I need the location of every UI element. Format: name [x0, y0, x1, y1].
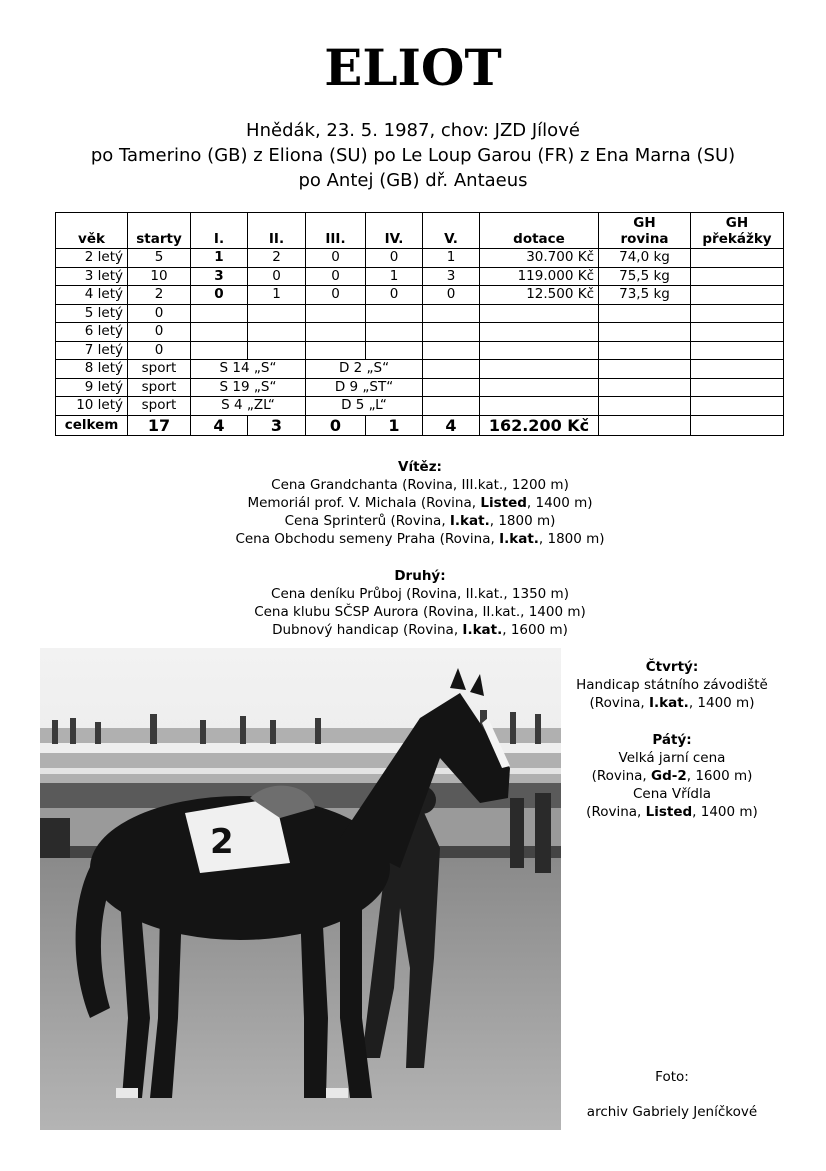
sport-s-result: S 19 „S“: [191, 378, 306, 397]
header-place-5: V.: [423, 213, 480, 249]
list-item: Dubnový handicap (Rovina, I.kat., 1600 m): [272, 622, 568, 638]
table-header-row: [56, 213, 784, 249]
fifth-place-section: Pátý: Velká jarní cena (Rovina, Gd-2, 1600 m) Cena Vřídla (Rovina, Listed, 1400 m): [560, 731, 784, 821]
table-row: 2 letý 5 1 2 0 0 1 30.700 Kč 74,0 kg: [56, 249, 784, 268]
table-total-row: celkem 17 4 3 0 1 4 162.200 Kč: [56, 415, 784, 435]
fourth-place-section: Čtvrtý: Handicap státního závodiště (Rovina, I.kat., 1400 m): [560, 658, 784, 712]
sport-s-result: S 4 „ZL“: [191, 397, 306, 416]
pedigree-block: [0, 118, 826, 193]
sport-s-result: S 14 „S“: [191, 360, 306, 379]
table-row: 4 letý 2 0 1 0 0 0 12.500 Kč 73,5 kg: [56, 286, 784, 305]
pedigree-line-grandsire: po Antej (GB) dř. Antaeus: [298, 170, 528, 191]
saddle-number: 2: [210, 822, 234, 862]
header-gh-rovina: GH rovina: [599, 213, 691, 249]
table-row: 6 letý 0: [56, 323, 784, 342]
second-place-heading: Druhý:: [394, 568, 446, 584]
table-row: 5 letý 0: [56, 304, 784, 323]
table-row: 3 letý 10 3 0 0 1 3 119.000 Kč 75,5 kg: [56, 267, 784, 286]
pedigree-line-birth: Hnědák, 23. 5. 1987, chov: JZD Jílové: [246, 120, 580, 141]
fifth-place-heading: Pátý:: [652, 732, 692, 748]
list-item: Cena deníku Průboj (Rovina, II.kat., 1350 m): [271, 586, 569, 602]
header-starts: starty: [128, 213, 191, 249]
winner-section: [0, 458, 826, 548]
sport-d-result: D 2 „S“: [306, 360, 423, 379]
header-gh-prekazky: GH překážky: [691, 213, 784, 249]
header-place-3: III.: [306, 213, 366, 249]
table-row: 10 letý sport S 4 „ZL“ D 5 „L“: [56, 397, 784, 416]
photo-credit-label: Foto:: [655, 1069, 689, 1085]
table-row: 7 letý 0: [56, 341, 784, 360]
race-stats-table: [55, 212, 784, 436]
table-row: 9 letý sport S 19 „S“ D 9 „ST“: [56, 378, 784, 397]
photo-credit-source: archiv Gabriely Jeníčkové: [586, 1104, 758, 1120]
list-item: Cena Obchodu semeny Praha (Rovina, I.kat., 1800 m): [235, 531, 605, 547]
fourth-place-heading: Čtvrtý:: [645, 659, 699, 675]
list-item: Cena Grandchanta (Rovina, III.kat., 1200 m): [271, 477, 569, 493]
sport-d-result: D 5 „L“: [306, 397, 423, 416]
header-dotace: dotace: [480, 213, 599, 249]
list-item: Cena Sprinterů (Rovina, I.kat., 1800 m): [284, 513, 556, 529]
sport-d-result: D 9 „ST“: [306, 378, 423, 397]
table-row: 8 letý sport S 14 „S“ D 2 „S“: [56, 360, 784, 379]
second-place-section: [0, 567, 826, 639]
list-item: Memoriál prof. V. Michala (Rovina, Listed, 1400 m): [247, 495, 593, 511]
horse-name-title: ELIOT: [324, 38, 502, 97]
header-age: věk: [56, 213, 128, 249]
pedigree-line-parents: po Tamerino (GB) z Eliona (SU) po Le Loup Garou (FR) z Ena Marna (SU): [90, 145, 736, 166]
header-place-4: IV.: [366, 213, 423, 249]
winner-heading: Vítěz:: [398, 459, 442, 475]
horse-photo: [40, 648, 561, 1130]
list-item: Cena klubu SČSP Aurora (Rovina, II.kat., 1400 m): [254, 604, 586, 620]
header-place-1: I.: [191, 213, 248, 249]
header-place-2: II.: [248, 213, 306, 249]
